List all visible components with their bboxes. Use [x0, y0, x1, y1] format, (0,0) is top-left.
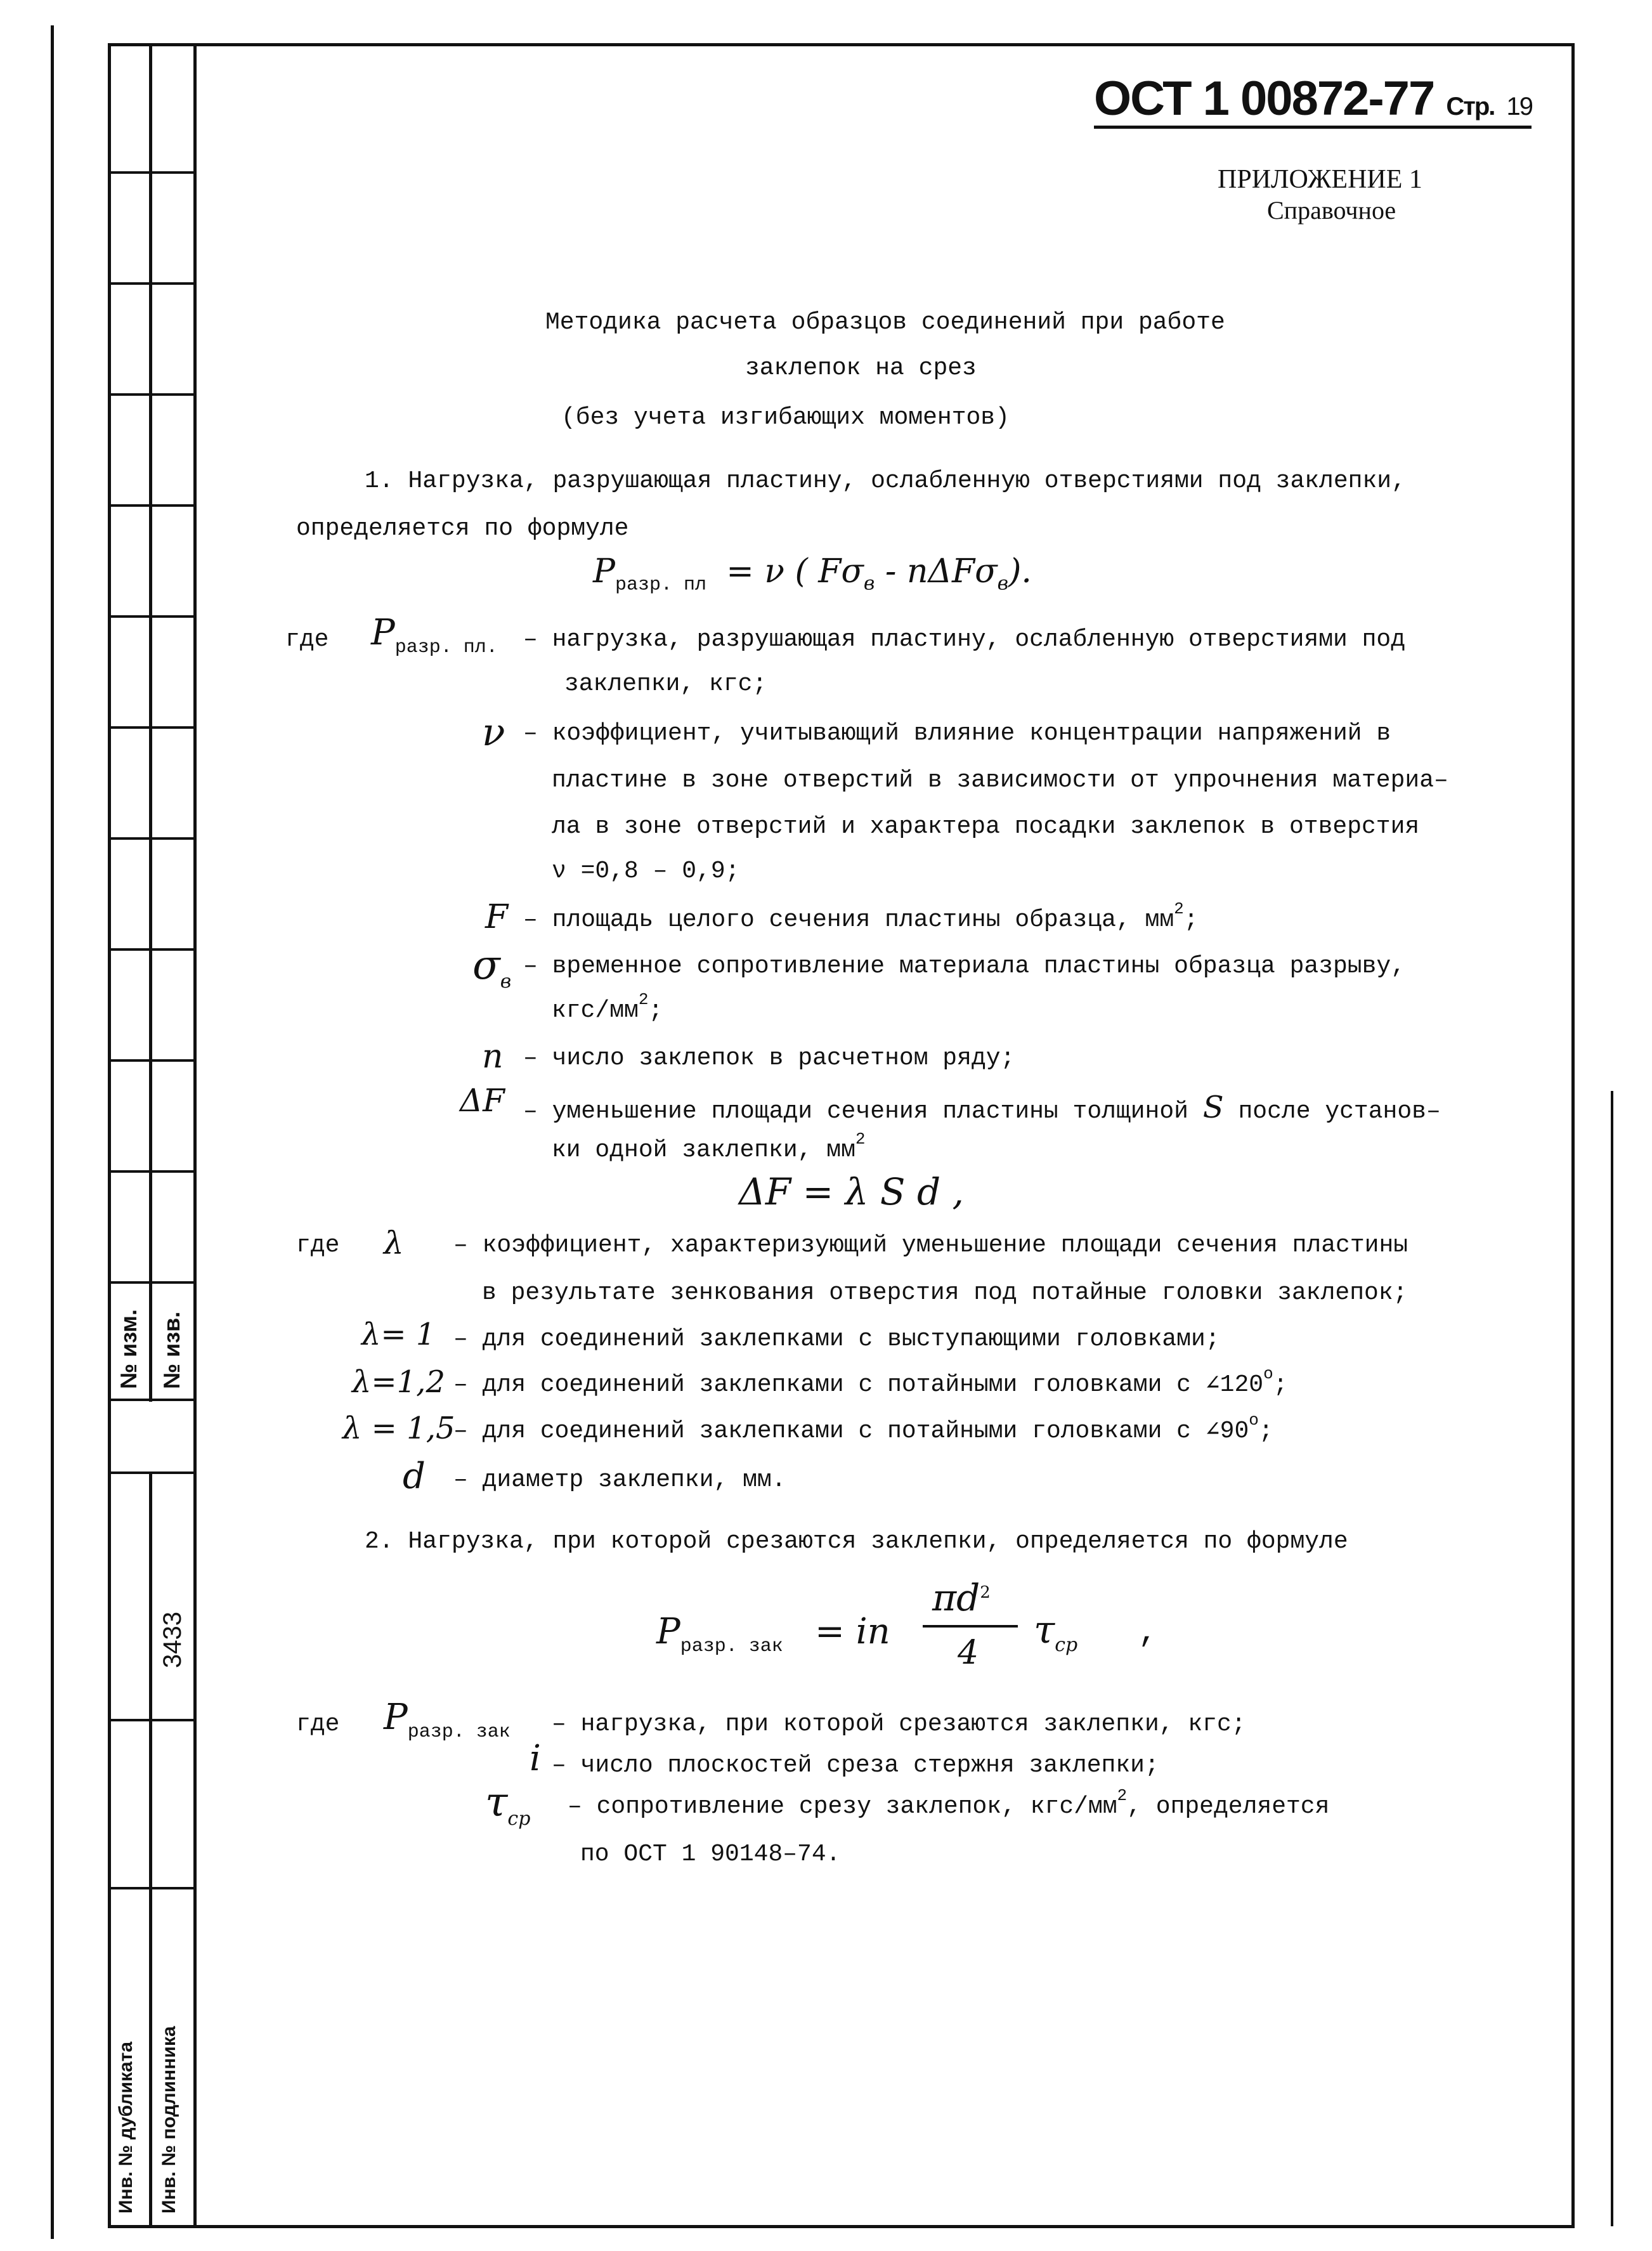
- formula-1-b2: в: [997, 572, 1009, 595]
- formula-3-p-group: [656, 1611, 783, 1658]
- right-frame-border: [1571, 43, 1575, 2228]
- s2-def-p-sym: P: [384, 1697, 408, 1738]
- formula-3-fraction-bar: [923, 1625, 1018, 1628]
- stamp-inv-label-1: № изм.: [115, 1309, 141, 1389]
- page-label: Стр.: [1446, 93, 1495, 121]
- stamp-inv-label-2: № изв.: [159, 1311, 185, 1389]
- def-nu-line-2: пластине в зоне отверстий в зависимости от упрочнения материа–: [552, 767, 1448, 794]
- s2-def-tau-line-2: по ОСТ 1 90148–74.: [580, 1841, 841, 1868]
- lambda-2-line: [453, 1364, 1288, 1399]
- formula-3: [656, 1576, 1164, 1674]
- lambda-3-symbol: λ = 1,5: [342, 1411, 455, 1446]
- formula-3-end: ,: [1138, 1615, 1158, 1651]
- formula-2: ΔF = λ S d ,: [739, 1170, 964, 1213]
- def-lambda-line-1: – коэффициент, характеризующий уменьшение площади сечения пластины: [453, 1232, 1408, 1259]
- s2-def-tau-exp: 2: [1117, 1786, 1128, 1805]
- def-sigma-symbol: [472, 942, 512, 993]
- page-number: 19: [1506, 93, 1532, 121]
- def-f-exp: 2: [1174, 899, 1184, 918]
- def-p-sym: P: [371, 612, 395, 653]
- formula-3-tau-group: [1034, 1608, 1078, 1656]
- def-sigma-sub: в: [500, 970, 512, 993]
- def-sigma-line-2: [552, 990, 663, 1024]
- s1-where: где: [285, 626, 329, 653]
- formula-3-den: 4: [958, 1634, 979, 1672]
- lambda-2-text: – для соединений заклепками с потайными головками с ∠120: [453, 1371, 1264, 1399]
- stamp-row-line: [108, 1399, 193, 1401]
- formula-3-p: P: [656, 1611, 680, 1652]
- stamp-orig-label: Инв. № подлинника: [159, 2026, 179, 2214]
- def-sigma-text-2: кгс/мм: [552, 997, 639, 1024]
- formula-1-p: P: [593, 552, 615, 590]
- stamp-row-line: [108, 726, 193, 729]
- stamp-row-line: [108, 1059, 193, 1062]
- def-df-text-b: после установ–: [1238, 1098, 1441, 1125]
- doc-code: [1094, 72, 1532, 126]
- title-line-1: Методика расчета образцов соединений при работе: [545, 309, 1225, 336]
- def-p-line-1: – нагрузка, разрушающая пластину, ослабленную отверстиями под: [523, 626, 1406, 653]
- def-d-symbol: d: [403, 1456, 426, 1497]
- def-nu-line-1: – коэффициент, учитывающий влияние концентрации напряжений в: [523, 720, 1391, 747]
- stamp-row-line: [108, 1471, 193, 1474]
- stamp-row-line: [108, 171, 193, 174]
- stamp-row-line: [108, 1281, 193, 1284]
- appendix-title: ПРИЛОЖЕНИЕ 1: [1218, 165, 1422, 194]
- formula-1-sub: разр. пл: [615, 574, 707, 596]
- def-f-end: ;: [1183, 906, 1199, 934]
- s2-def-p-sub: разр. зак: [407, 1721, 511, 1744]
- def-d-line: – диаметр заклепки, мм.: [453, 1466, 786, 1494]
- def-lambda-line-2: в результате зенкования отверстия под потайные головки заклепок;: [482, 1279, 1408, 1307]
- stamp-row-line: [108, 504, 193, 507]
- def-p-sub: разр. пл.: [394, 637, 498, 659]
- stamp-number: 3433: [159, 1612, 186, 1668]
- lambda-3-end: ;: [1258, 1418, 1273, 1445]
- lambda-2-end: ;: [1273, 1371, 1288, 1399]
- formula-3-tau: τ: [1034, 1608, 1055, 1652]
- def-f-symbol: F: [485, 898, 509, 936]
- stamp-row-line: [108, 837, 193, 840]
- s1-intro-2: определяется по формуле: [296, 515, 629, 542]
- stamp-column-outer: [193, 44, 197, 2226]
- def-nu-symbol: ν: [482, 710, 505, 755]
- stamp-column-divider: [149, 44, 152, 1402]
- s2-def-tau-symbol: [485, 1779, 531, 1830]
- def-df-line-1: [523, 1092, 1441, 1124]
- def-nu-line-4: ν =0,8 – 0,9;: [552, 858, 740, 885]
- lambda-1-text: – для соединений заклепками с выступающими головками;: [453, 1326, 1220, 1353]
- formula-3-tau-sub: ср: [1055, 1634, 1078, 1656]
- formula-1-b1: в: [863, 572, 875, 595]
- def-df-s: S: [1202, 1090, 1224, 1125]
- stamp-row-line: [108, 615, 193, 618]
- bottom-frame-border: [108, 2225, 1575, 2228]
- def-df-symbol: ΔF: [460, 1082, 505, 1119]
- s2-intro: 2. Нагрузка, при которой срезаются заклепки, определяется по формуле: [365, 1528, 1348, 1555]
- lambda-2-symbol: λ=1,2: [352, 1364, 445, 1400]
- formula-1: [593, 552, 1032, 596]
- title-line-2: заклепок на срез: [745, 355, 977, 382]
- def-f-line: [523, 899, 1199, 934]
- s2-def-tau-sub: ср: [507, 1807, 531, 1830]
- def-df-text: – уменьшение площади сечения пластины толщиной: [523, 1098, 1188, 1125]
- def-df-line-2: [552, 1130, 866, 1164]
- def-df-exp: 2: [855, 1130, 866, 1149]
- lambda-2-deg: o: [1263, 1364, 1273, 1383]
- lambda-3-deg: o: [1249, 1411, 1259, 1430]
- lambda-1-symbol: λ= 1: [361, 1317, 436, 1352]
- doc-code-text: ОСТ 1 00872-77: [1094, 72, 1434, 126]
- stamp-row-line: [108, 1170, 193, 1173]
- def-sigma-sym: σ: [472, 942, 500, 989]
- def-nu-line-3: ла в зоне отверстий и характера посадки заклепок в отверстия: [552, 813, 1420, 840]
- s1-where-2: где: [296, 1232, 340, 1259]
- def-n-symbol: n: [482, 1038, 504, 1076]
- s2-def-i-line: – число плоскостей среза стержня заклепки;: [552, 1752, 1159, 1779]
- stamp-row-line: [108, 1719, 193, 1721]
- def-f-text: – площадь целого сечения пластины образца, мм: [523, 906, 1174, 934]
- formula-3-num-text: πd: [932, 1576, 980, 1619]
- formula-1-end: ).: [1008, 552, 1032, 590]
- formula-1-mid: - nΔFσ: [875, 552, 998, 590]
- top-frame-border: [108, 43, 1573, 46]
- stamp-row-line: [108, 1887, 193, 1889]
- s1-intro-1: 1. Нагрузка, разрушающая пластину, ослабленную отверстиями под заклепки,: [365, 467, 1406, 495]
- s2-where: где: [296, 1711, 340, 1738]
- s2-def-tau-text-b: , определяется: [1127, 1793, 1330, 1820]
- left-frame-border: [108, 44, 111, 2226]
- def-n-line: – число заклепок в расчетном ряду;: [523, 1045, 1015, 1072]
- lambda-3-text: – для соединений заклепками с потайными головками с ∠90: [453, 1418, 1249, 1445]
- def-sigma-line-1: – временное сопротивление материала пластины образца разрыву,: [523, 953, 1406, 980]
- s2-def-i-symbol: i: [530, 1738, 541, 1779]
- def-sigma-exp: 2: [638, 990, 649, 1009]
- stamp-row-line: [108, 282, 193, 285]
- formula-3-sub: разр. зак: [680, 1636, 783, 1658]
- s2-def-p-line: – нагрузка, при которой срезаются заклепки, кгс;: [552, 1711, 1246, 1738]
- stamp-row-line: [108, 948, 193, 951]
- def-p-line-2: заклепки, кгс;: [564, 670, 767, 698]
- def-lambda-symbol: λ: [384, 1225, 404, 1262]
- right-outer-mark: [1611, 1091, 1613, 2226]
- def-df-text-2: ки одной заклепки, мм: [552, 1137, 855, 1164]
- left-outer-border: [51, 25, 54, 2239]
- stamp-row-line: [108, 393, 193, 396]
- lambda-3-line: [453, 1411, 1273, 1445]
- s2-def-tau-text: – сопротивление срезу заклепок, кгс/мм: [568, 1793, 1117, 1820]
- stamp-dup-label: Инв. № дубликата: [115, 2041, 136, 2214]
- s2-def-p-symbol: [384, 1697, 511, 1744]
- title-line-3: (без учета изгибающих моментов): [561, 404, 1010, 431]
- formula-3-num: [932, 1576, 991, 1619]
- formula-3-eq: = in: [815, 1611, 890, 1652]
- formula-1-rhs: = ν ( Fσ: [726, 552, 864, 590]
- def-sigma-end: ;: [648, 997, 663, 1024]
- s2-def-tau-line-1: [568, 1786, 1330, 1820]
- stamp-lower-divider: [149, 1471, 152, 2226]
- formula-3-num-exp: 2: [980, 1583, 991, 1602]
- header-underline: [1094, 126, 1532, 129]
- appendix-type: Справочное: [1267, 196, 1396, 225]
- s2-def-tau-sym: τ: [485, 1779, 508, 1826]
- def-p-symbol: [371, 612, 498, 659]
